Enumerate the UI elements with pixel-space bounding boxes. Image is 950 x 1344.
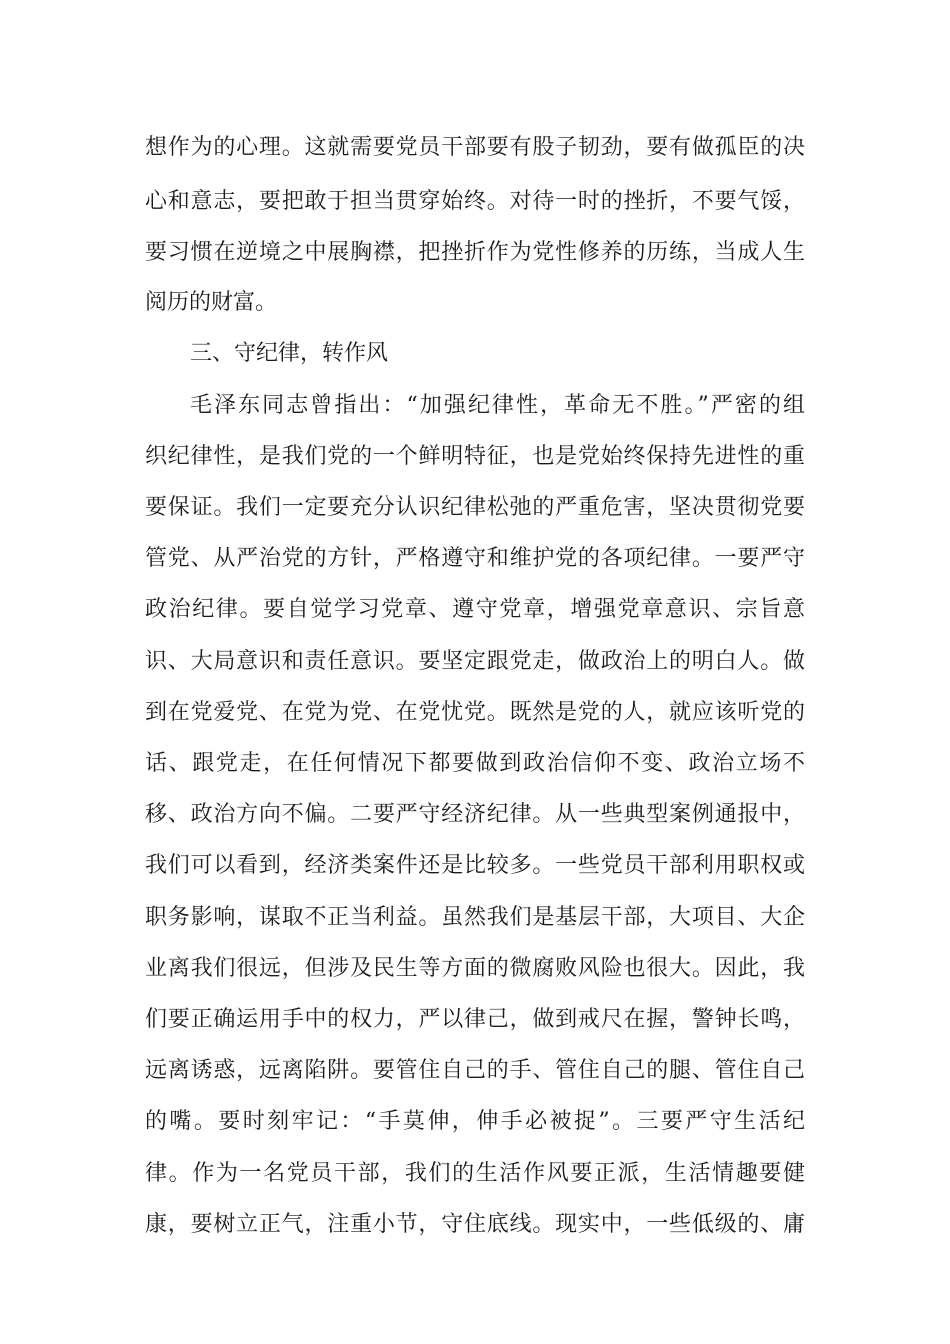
text-line: 我们可以看到，经济类案件还是比较多。一些党员干部利用职权或 <box>145 853 805 878</box>
text-line: 政治纪律。要自觉学习党章、遵守党章，增强党章意识、宗旨意 <box>145 597 805 622</box>
section-heading: 三、守纪律，转作风 <box>190 341 389 366</box>
text-line: 要习惯在逆境之中展胸襟，把挫折作为党性修养的历练，当成人生 <box>145 240 805 265</box>
text-line: 康，要树立正气，注重小节，守住底线。现实中，一些低级的、庸 <box>145 1212 805 1237</box>
text-line: 话、跟党走，在任何情况下都要做到政治信仰不变、政治立场不 <box>145 751 805 776</box>
text-line: 移、政治方向不偏。二要严守经济纪律。从一些典型案例通报中， <box>145 802 805 827</box>
text-line: 到在党爱党、在党为党、在党忧党。既然是党的人，就应该听党的 <box>145 700 805 725</box>
text-line: 律。作为一名党员干部，我们的生活作风要正派，生活情趣要健 <box>145 1161 805 1186</box>
text-line: 心和意志，要把敢于担当贯穿始终。对待一时的挫折，不要气馁， <box>145 189 805 214</box>
text-line: 毛泽东同志曾指出：“加强纪律性，革命无不胜。”严密的组 <box>190 393 805 418</box>
text-line: 的嘴。要时刻牢记：“手莫伸，伸手必被捉”。三要严守生活纪 <box>145 1109 805 1134</box>
text-line: 们要正确运用手中的权力，严以律己，做到戒尺在握，警钟长鸣， <box>145 1007 805 1032</box>
text-line: 织纪律性，是我们党的一个鲜明特征，也是党始终保持先进性的重 <box>145 444 805 469</box>
text-line: 要保证。我们一定要充分认识纪律松弛的严重危害，坚决贯彻党要 <box>145 495 805 520</box>
text-line: 管党、从严治党的方针，严格遵守和维护党的各项纪律。一要严守 <box>145 546 805 571</box>
text-line: 识、大局意识和责任意识。要坚定跟党走，做政治上的明白人。做 <box>145 649 805 674</box>
text-line: 远离诱惑，远离陷阱。要管住自己的手、管住自己的腿、管住自己 <box>145 1058 805 1083</box>
text-line: 职务影响，谋取不正当利益。虽然我们是基层干部，大项目、大企 <box>145 905 805 930</box>
text-line: 想作为的心理。这就需要党员干部要有股子韧劲，要有做孤臣的决 <box>145 135 805 160</box>
text-line: 阅历的财富。 <box>145 290 278 315</box>
text-line: 业离我们很远，但涉及民生等方面的微腐败风险也很大。因此，我 <box>145 956 805 981</box>
